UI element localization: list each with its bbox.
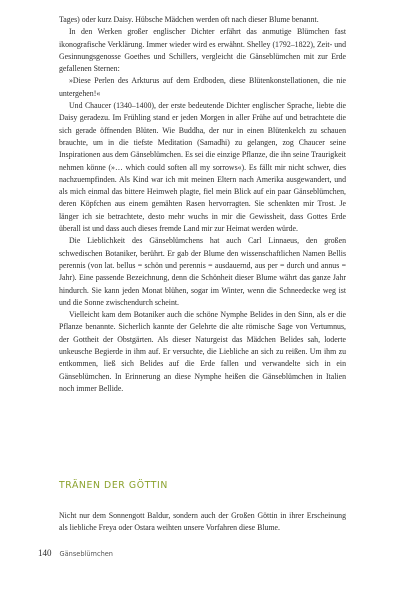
section-text-block [59, 510, 346, 535]
quote-paragraph: »Diese Perlen des Arkturus auf dem Erdboden, diese Blütenkonstellationen, die nie untergehen!« [59, 76, 346, 98]
paragraph: Tages) oder kurz Daisy. Hübsche Mädchen werden oft nach dieser Blume benannt. [59, 15, 319, 24]
paragraph: Und Chaucer (1340–1400), der erste bedeutende Dichter englischer Sprache, liebte die Daisy geradezu. Im Frühling stand er jeden Morgen in aller Frühe auf und betrachtete die sich gerade öffnenden Blüten. Wie Buddha, der nur in einen Blütenkelch zu schauen brauchte, um in die tiefste Meditation (Samadhi) zu gelangen, zog Chaucer seine Inspirationen aus dem Gänseblümchen. Es sei die einzige Pflanze, die ihn seine Traurigkeit nehmen könne (»… which could soften all my sorrows«). Es fällt mir nicht schwer, dies nachzuempfinden. Als Kind war ich mit meinen Eltern nach Amerika ausgewandert, und als mich einmal das bittere Heimweh plagte, fiel mein Blick auf ein paar Gänseblümchen, deren Köpfchen aus einem gemähten Rasen hervorragten. Sie schenkten mir Trost. Je länger ich sie betrachtete, desto mehr wuchs in mir die Gewissheit, dass Gottes Erde überall ist und dass auch dieses fremde Land mir zur Heimat werden würde. [59, 101, 346, 234]
page-footer [38, 548, 113, 562]
paragraph: Die Lieblichkeit des Gänseblümchens hat auch Carl Linnaeus, den großen schwedischen Botaniker, berührt. Er gab der Blume den wissenschaftlichen Namen Bellis perennis (von lat. bellus = schön und perennis = ausdauernd, aus per = durch und annus = Jahr). Eine passende Bezeichnung, denn die Schönheit dieser Blume währt das ganze Jahr hindurch. Sie kann jeden Monat blühen, sogar im Winter, wenn die Schneedecke weg ist und die Sonne zwischendurch scheint. [59, 236, 346, 307]
paragraph: Nicht nur dem Sonnengott Baldur, sondern auch der Großen Göttin in ihrer Erscheinung als liebliche Freya oder Ostara weihten unsere Vorfahren diese Blume. [59, 511, 346, 533]
main-text-block [59, 14, 346, 395]
page-number: 140 [38, 548, 52, 558]
section-heading: TRÄNEN DER GÖTTIN [59, 480, 168, 491]
paragraph: In den Werken großer englischer Dichter erfährt das anmutige Blümchen fast ikonografische Verklärung. Immer wieder wird es erwähnt. Shelley (1792–1822), Zeit- und Gesinnungsgenosse Goethes und Schillers, vergleicht die Gänseblümchen mit zur Erde gefallenen Sternen: [59, 27, 346, 74]
paragraph: Vielleicht kam dem Botaniker auch die schöne Nymphe Belides in den Sinn, als er die Pflanze benannte. Sicherlich kannte der Gelehrte die alte römische Sage von Vertumnus, der Gottheit der Obstgärten. Als dieser Naturgeist das Mädchen Belides sah, loderte unkeusche Begierde in ihm auf. Er versuchte, die Liebliche an sich zu reißen. Um ihm zu entkommen, ließ sich Belides auf die Erde fallen und verwandelte sich in ein Gänseblümchen. In Erinnerung an diese Nymphe heißen die Gänseblümchen in Italien noch immer Bellide. [59, 310, 346, 393]
running-title: Gänseblümchen [59, 550, 113, 558]
